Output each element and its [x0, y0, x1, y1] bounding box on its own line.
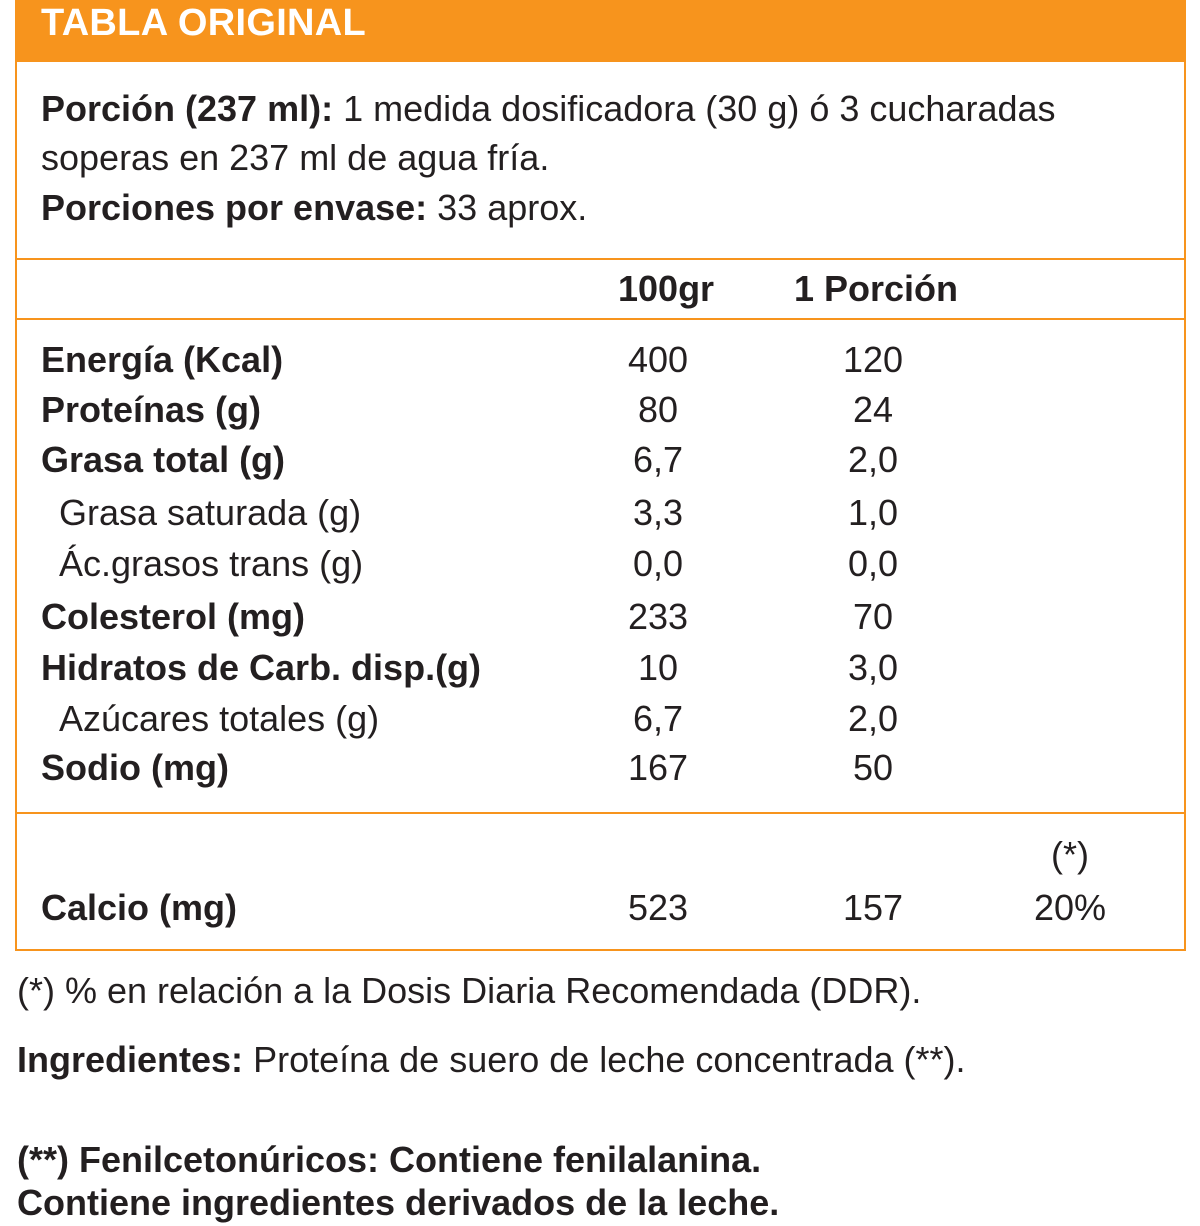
nutrient-label-protein: Proteínas (g) — [41, 389, 262, 430]
nutrient-portion-calcium: 157 — [842, 887, 904, 928]
nutrient-label-carbs: Hidratos de Carb. disp.(g) — [41, 647, 482, 688]
ddr-footnote: (*) % en relación a la Dosis Diaria Recomendada (DDR). — [17, 970, 922, 1011]
divider-2 — [15, 318, 1186, 320]
nutrient-100g-saturated-fat: 3,3 — [632, 492, 684, 533]
nutrient-100g-total-fat: 6,7 — [632, 439, 684, 480]
nutrient-label-sugars: Azúcares totales (g) — [59, 698, 380, 739]
nutrient-label-calcium: Calcio (mg) — [41, 887, 238, 928]
nutrient-100g-protein: 80 — [637, 389, 679, 430]
column-header-100g: 100gr — [618, 268, 715, 309]
nutrient-100g-cholesterol: 233 — [627, 596, 689, 637]
nutrient-100g-sugars: 6,7 — [632, 698, 684, 739]
divider-3 — [15, 812, 1186, 814]
nutrient-label-cholesterol: Colesterol (mg) — [41, 596, 306, 637]
nutrient-portion-total-fat: 2,0 — [847, 439, 899, 480]
ingredients-text: Proteína de suero de leche concentrada (**). — [253, 1039, 966, 1080]
nutrient-portion-carbs: 3,0 — [847, 647, 899, 688]
milk-derivatives-note: Contiene ingredientes derivados de la leche. — [17, 1182, 780, 1223]
portion-text-1: 1 medida dosificadora (30 g) ó 3 cucharadas — [343, 88, 1056, 129]
nutrient-portion-sugars: 2,0 — [847, 698, 899, 739]
portion-label: Porción (237 ml): — [41, 88, 334, 129]
nutrient-100g-trans-fat: 0,0 — [632, 543, 684, 584]
nutrient-portion-trans-fat: 0,0 — [847, 543, 899, 584]
nutrient-label-total-fat: Grasa total (g) — [41, 439, 286, 480]
nutrient-label-energy: Energía (Kcal) — [41, 339, 284, 380]
divider-1 — [15, 258, 1186, 260]
nutrient-100g-energy: 400 — [627, 339, 689, 380]
column-header-portion: 1 Porción — [794, 268, 959, 309]
nutrient-portion-saturated-fat: 1,0 — [847, 492, 899, 533]
portion-line-1 — [41, 86, 1056, 132]
servings-per-container-value: 33 aprox. — [437, 187, 588, 228]
calcium-ddr-percent: 20% — [1033, 887, 1107, 928]
nutrient-label-trans-fat: Ác.grasos trans (g) — [59, 543, 364, 584]
nutrient-100g-carbs: 10 — [637, 647, 679, 688]
nutrient-label-saturated-fat: Grasa saturada (g) — [59, 492, 362, 533]
ingredients — [17, 1037, 966, 1083]
nutrient-portion-energy: 120 — [842, 339, 904, 380]
ingredients-label: Ingredientes: — [17, 1039, 244, 1080]
nutrient-portion-protein: 24 — [852, 389, 894, 430]
portion-line-2: soperas en 237 ml de agua fría. — [41, 137, 550, 178]
nutrient-label-sodium: Sodio (mg) — [41, 747, 229, 788]
ddr-marker: (*) — [1051, 834, 1089, 875]
nutrient-100g-calcium: 523 — [627, 887, 689, 928]
table-title: TABLA ORIGINAL — [41, 2, 367, 44]
nutrient-portion-cholesterol: 70 — [852, 596, 894, 637]
servings-per-container — [41, 185, 587, 231]
pku-warning: (**) Fenilcetonúricos: Contiene fenilalanina. — [17, 1139, 762, 1180]
nutrient-100g-sodium: 167 — [627, 747, 689, 788]
servings-per-container-label: Porciones por envase: — [41, 187, 428, 228]
nutrient-portion-sodium: 50 — [852, 747, 894, 788]
